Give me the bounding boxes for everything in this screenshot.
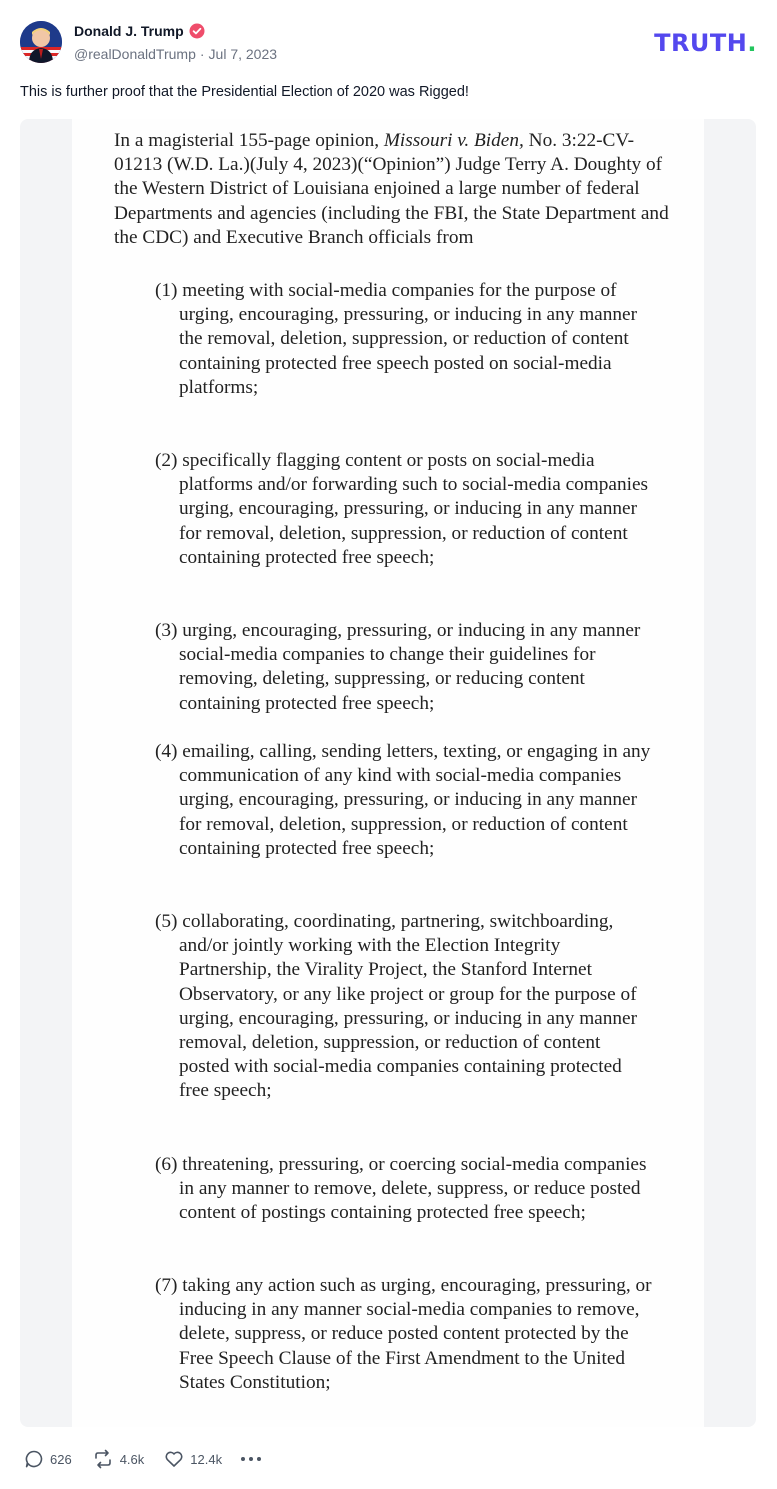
retruth-button[interactable] xyxy=(92,1449,145,1469)
like-button[interactable] xyxy=(164,1449,222,1469)
reply-icon xyxy=(24,1449,44,1469)
post-actions xyxy=(24,1448,262,1470)
retruth-count: 4.6k xyxy=(119,1451,145,1467)
more-icon xyxy=(240,1455,262,1463)
document-item-5: (5) collaborating, coordinating, partnering, switchboarding, and/or jointly working with the Election Integrity Partnership, the Virality Project, the Stanford Internet Observatory, or any like project or group for the purpose of urging, encouraging, pressuring, or inducing in any manner removal, deletion, suppression, or reduction of content posted with social-media companies containing protected free speech; xyxy=(155,911,638,1102)
author-handle[interactable]: @realDonaldTrump xyxy=(74,46,196,62)
heart-icon xyxy=(164,1449,184,1469)
document-item-2: (2) specifically flagging content or posts on social-media platforms and/or forwarding such to social-media companies urging, encouraging, pressuring, or inducing in any manner for removal, deletion, suppression, or reduction of content containing protected free speech; xyxy=(155,450,649,568)
author-name[interactable]: Donald J. Trump xyxy=(74,23,184,39)
intro-post: No. 3:22-CV-01213 (W.D. La.)(July 4, 2023)(“Opinion”) Judge Terry A. Doughty of the Western District of Louisiana enjoined a large number of federal Departments and agencies (including the FBI, the State Department and the CDC) and Executive Branch officials from xyxy=(114,130,669,248)
post-date[interactable]: Jul 7, 2023 xyxy=(208,46,278,62)
more-button[interactable] xyxy=(240,1455,262,1463)
author-meta: @realDonaldTrump · Jul 7, 2023 xyxy=(74,46,278,62)
document-item-7: (7) taking any action such as urging, encouraging, pressuring, or inducing in any manner social-media companies to remove, delete, suppress, or reduce posted content protected by the Free Speech Clause of the First Amendment to the United States Constitution; xyxy=(155,1275,652,1393)
post-media[interactable] xyxy=(20,119,756,1427)
document-item-4: (4) emailing, calling, sending letters, texting, or engaging in any communication of any kind with social-media companies urging, encouraging, pressuring, or inducing in any manner for removal, deletion, suppression, or reduction of content containing protected free speech; xyxy=(155,741,651,859)
document-intro xyxy=(114,129,674,250)
reply-button[interactable] xyxy=(24,1449,72,1469)
document-page xyxy=(72,119,704,1427)
document-item-1: (1) meeting with social-media companies for the purpose of urging, encouraging, pressuring, or inducing in any manner the removal, deletion, suppression, or reduction of content containing protected free speech posted on social-media platforms; xyxy=(155,280,638,398)
truth-logo[interactable] xyxy=(654,29,757,57)
truth-logo-dot: . xyxy=(747,29,757,57)
verified-badge-icon xyxy=(189,23,205,39)
retruth-icon xyxy=(92,1449,114,1469)
post-text: This is further proof that the Presidential Election of 2020 was Rigged! xyxy=(20,84,469,100)
document-item-6: (6) threatening, pressuring, or coercing social-media companies in any manner to remove, delete, suppress, or reduce posted content of postings containing protected free speech; xyxy=(155,1154,647,1224)
intro-pre: In a magisterial 155-page opinion, xyxy=(114,130,384,151)
post-header xyxy=(20,21,757,65)
like-count: 12.4k xyxy=(190,1451,223,1467)
avatar[interactable] xyxy=(20,21,62,63)
reply-count: 626 xyxy=(50,1451,72,1467)
document-item-3: (3) urging, encouraging, pressuring, or inducing in any manner social-media companies to change their guidelines for removing, deleting, suppressing, or reducing content containing protected free speech; xyxy=(155,620,641,714)
truth-logo-text: TRUTH xyxy=(654,29,748,57)
intro-case-name: Missouri v. Biden, xyxy=(383,130,524,151)
